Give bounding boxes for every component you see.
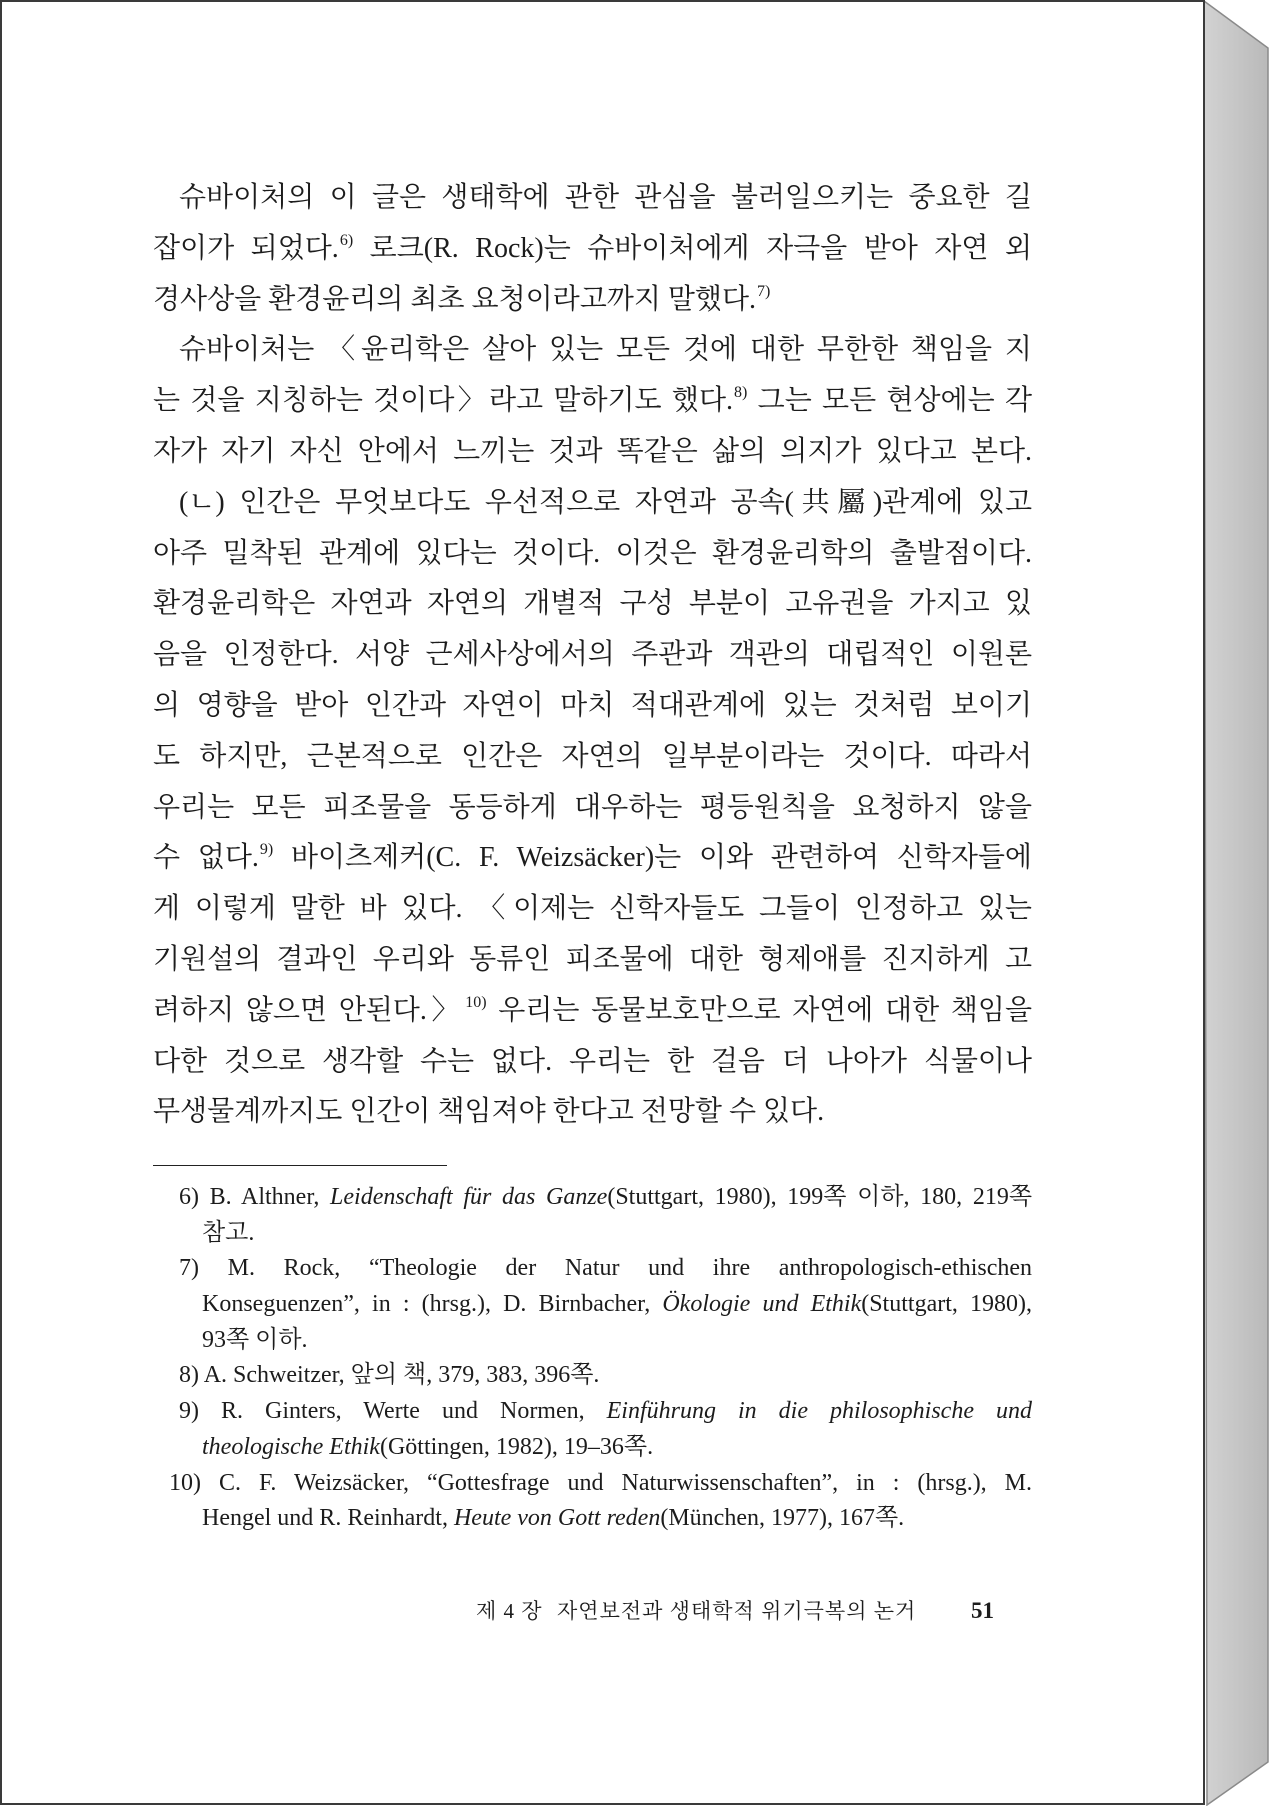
- body-line: [153, 325, 1032, 376]
- line-text: 기원설의 결과인 우리와 동류인 피조물에 대한 형제애를 진지하게 고: [153, 943, 1032, 975]
- footnote-text: Konseguenzen”, in : (hrsg.), D. Birnbacher,: [202, 1291, 663, 1318]
- italic-title: Einführung in die philosophische und: [606, 1398, 1032, 1425]
- footnote-7: [153, 1251, 1032, 1287]
- line-text: 그는 모든 현상에는 각: [747, 385, 1032, 417]
- line-text: 게 이렇게 말한 바 있다. 〈이제는 신학자들도 그들이 인정하고 있는: [153, 893, 1032, 925]
- line-text: 의 영향을 받아 인간과 자연이 마치 적대관계에 있는 것처럼 보이기: [153, 689, 1032, 721]
- running-head-title: 자연보전과 생태학적 위기극복의 논거: [557, 1599, 917, 1623]
- line-text: 바이츠제커(C. F. Weizsäcker)는 이와 관련하여 신학자들에: [273, 842, 1032, 874]
- italic-title: Leidenschaft für das Ganze: [330, 1184, 608, 1210]
- line-text: 우리는 모든 피조물을 동등하게 대우하는 평등원칙을 요청하지 않을: [153, 791, 1032, 823]
- body-line: [153, 224, 1032, 275]
- body-line: [153, 681, 1032, 732]
- body-line: [153, 478, 1032, 529]
- footnote-9-cont: [153, 1430, 1032, 1466]
- body-line: [153, 1087, 1032, 1138]
- body-line: [153, 935, 1032, 986]
- page-thickness-edge: [1204, 1, 1268, 1805]
- line-text: 도 하지만, 근본적으로 인간은 자연의 일부분이라는 것이다. 따라서: [153, 740, 1032, 772]
- footnote-text: R. Ginters, Werte und Normen,: [221, 1398, 607, 1425]
- body-line: [153, 783, 1032, 834]
- footnote-ref: 10): [465, 993, 487, 1011]
- line-text: (ㄴ) 인간은 무엇보다도 우선적으로 자연과 공속(共屬)관계에 있고: [179, 486, 1032, 518]
- footnote-ref: 9): [259, 841, 274, 859]
- line-text: 수 없다.: [153, 842, 259, 874]
- body-line: [153, 427, 1032, 478]
- footnote-text: (Stuttgart, 1980),: [861, 1291, 1032, 1318]
- line-text: 로크(R. Rock)는 슈바이처에게 자극을 받아 자연 외: [353, 232, 1032, 264]
- body-line: [153, 376, 1032, 427]
- body-line: [153, 275, 1032, 326]
- body-line: [153, 630, 1032, 681]
- line-text: 무생물계까지도 인간이 책임져야 한다고 전망할 수 있다.: [153, 1096, 825, 1128]
- line-text: 아주 밀착된 관계에 있다는 것이다. 이것은 환경윤리학의 출발점이다.: [153, 537, 1032, 569]
- italic-title: Ökologie und Ethik: [662, 1291, 862, 1318]
- footnote-text: B. Althner,: [209, 1184, 331, 1210]
- footnote-text: (München, 1977), 167쪽.: [660, 1505, 905, 1532]
- footnote-text: (Stuttgart, 1980), 199쪽 이하, 180, 219쪽: [607, 1184, 1033, 1210]
- line-text: 슈바이처의 이 글은 생태학에 관한 관심을 불러일으키는 중요한 길: [179, 182, 1032, 213]
- footnote-text: C. F. Weizsäcker, “Gottesfrage und Naturwissenschaften”, in : (hrsg.), M.: [218, 1469, 1032, 1496]
- footnote-text: 93쪽 이하.: [202, 1326, 308, 1353]
- footnote-number: 8): [179, 1362, 199, 1389]
- body-text: [153, 173, 1032, 1138]
- page-number: 51: [971, 1598, 994, 1623]
- footnote-text: Hengel und R. Reinhardt,: [202, 1505, 454, 1532]
- chapter-label: 제 4 장: [476, 1599, 543, 1623]
- footnote-10-cont: [153, 1501, 1032, 1537]
- italic-title: theologische Ethik: [202, 1433, 380, 1460]
- line-text: 자가 자기 자신 안에서 느끼는 것과 똑같은 삶의 의지가 있다고 본다.: [153, 435, 1032, 467]
- line-text: 경사상을 환경윤리의 최초 요청이라고까지 말했다.: [153, 283, 757, 315]
- body-line: [153, 579, 1032, 630]
- line-text: 환경윤리학은 자연과 자연의 개별적 구성 부분이 고유권을 가지고 있: [153, 588, 1032, 620]
- footnote-number: 10): [169, 1469, 201, 1496]
- body-line: [153, 173, 1032, 224]
- body-line: [153, 732, 1032, 783]
- footnote-separator: [153, 1165, 447, 1166]
- footnote-text: 참고.: [202, 1219, 255, 1246]
- line-text: 다한 것으로 생각할 수는 없다. 우리는 한 걸음 더 나아가 식물이나: [153, 1045, 1032, 1077]
- footnote-10: [153, 1466, 1032, 1502]
- body-line: [153, 986, 1032, 1037]
- line-text: 음을 인정한다. 서양 근세사상에서의 주관과 객관의 대립적인 이원론: [153, 639, 1032, 671]
- footnote-text: M. Rock, “Theologie der Natur und ihre anthropologisch-ethischen: [227, 1255, 1033, 1282]
- footnote-number: 9): [179, 1398, 199, 1425]
- line-text: 는 것을 지칭하는 것이다〉라고 말하기도 했다.: [153, 385, 734, 417]
- line-text: 슈바이처는 〈윤리학은 살아 있는 모든 것에 대한 무한한 책임을 지: [179, 334, 1032, 366]
- footnote-8: [153, 1358, 1032, 1394]
- body-line: [153, 833, 1032, 884]
- body-line: [153, 1037, 1032, 1088]
- line-text: 려하지 않으면 안된다.〉: [153, 994, 465, 1026]
- footnote-6: [153, 1180, 1032, 1216]
- line-text: 잡이가 되었다.: [153, 232, 339, 264]
- body-line: [153, 529, 1032, 580]
- footnote-6-cont: [153, 1216, 1032, 1252]
- footnote-number: 7): [179, 1255, 199, 1282]
- footnote-7-cont: [153, 1287, 1032, 1323]
- footnote-number: 6): [179, 1184, 199, 1210]
- footnote-7-cont: [153, 1323, 1032, 1359]
- footnote-ref: 8): [734, 384, 748, 402]
- footnote-ref: 7): [757, 282, 771, 300]
- italic-title: Heute von Gott reden: [453, 1505, 661, 1532]
- body-line: [153, 884, 1032, 935]
- footnote-text: (Göttingen, 1982), 19–36쪽.: [379, 1433, 654, 1460]
- footnote-9: [153, 1394, 1032, 1430]
- line-text: 우리는 동물보호만으로 자연에 대한 책임을: [486, 994, 1032, 1026]
- footnote-ref: 6): [339, 231, 354, 249]
- footnote-text: A. Schweitzer, 앞의 책, 379, 383, 396쪽.: [203, 1362, 600, 1389]
- footnotes: [153, 1180, 1032, 1537]
